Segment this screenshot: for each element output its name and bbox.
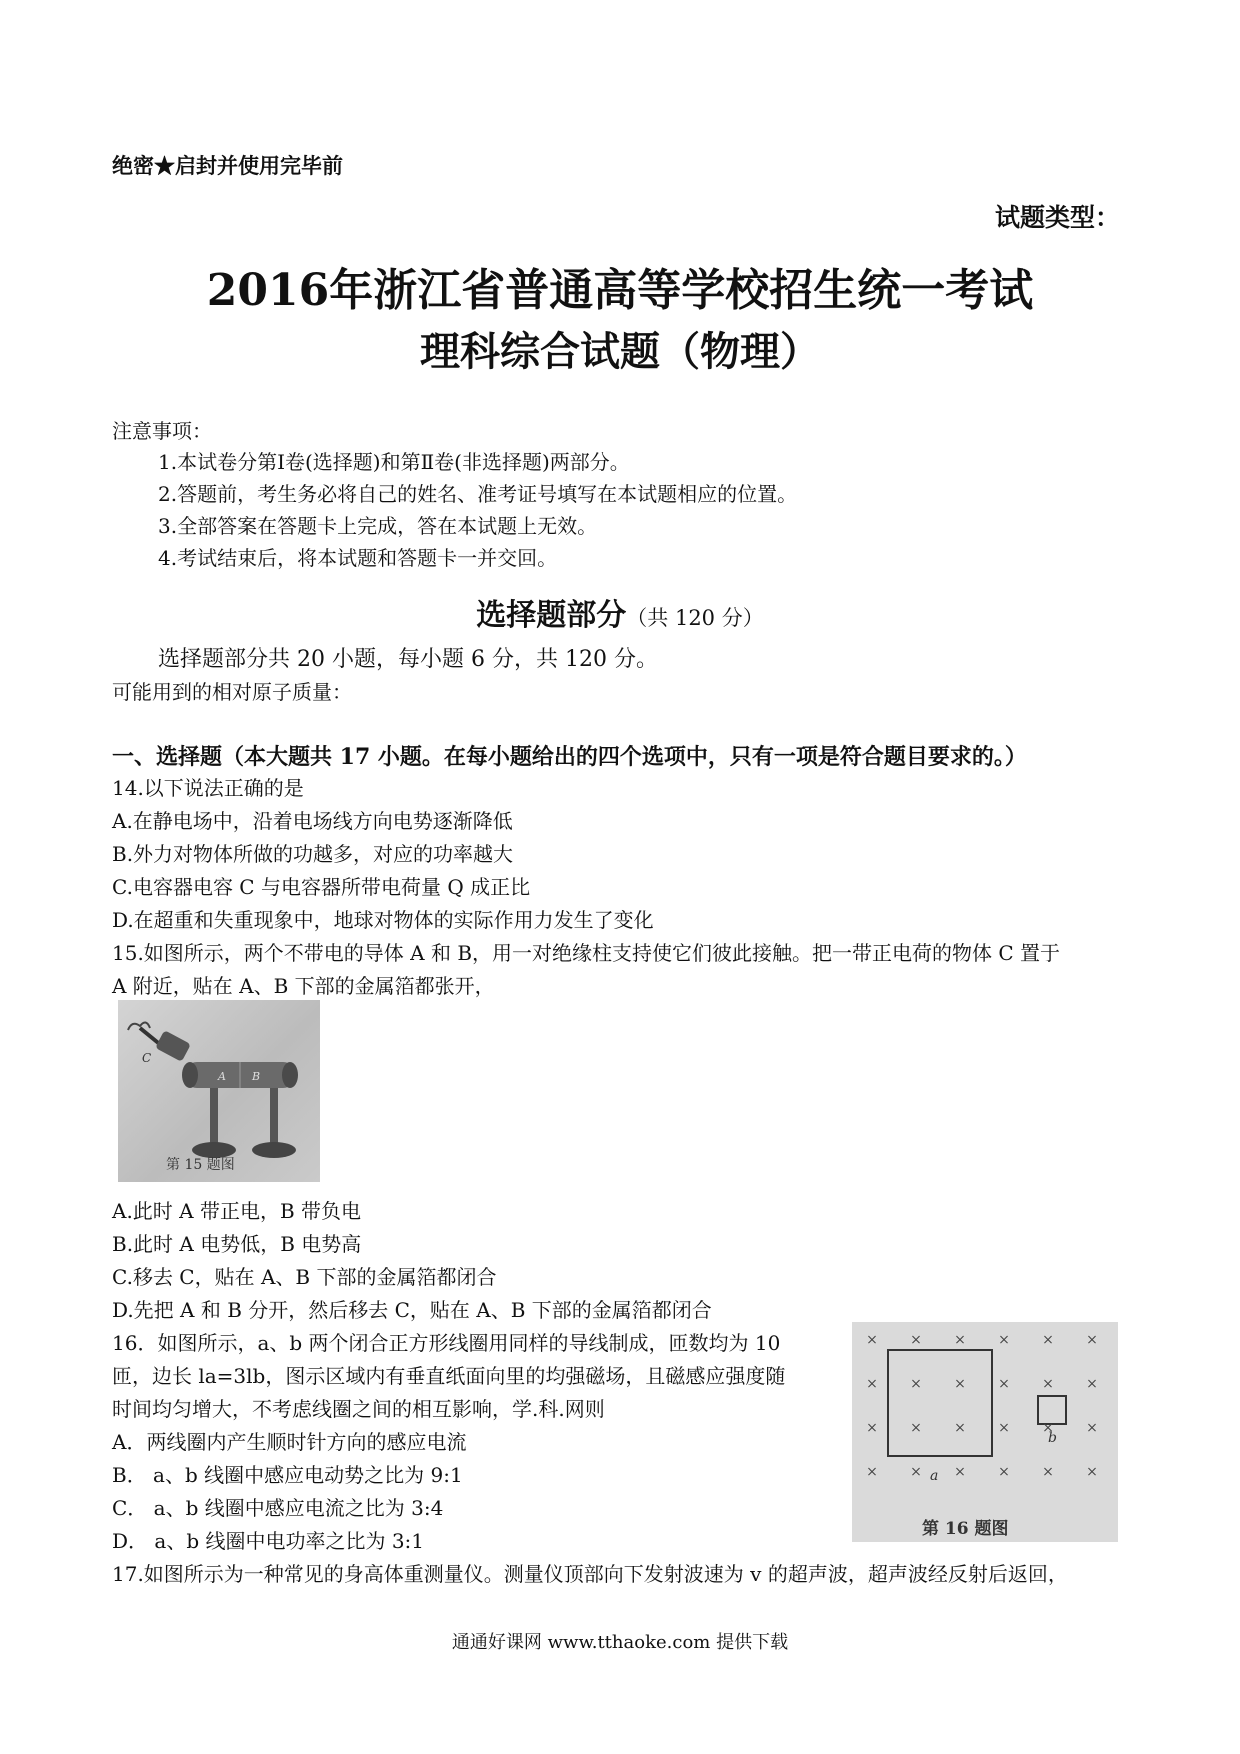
q16-figure: [852, 1322, 1118, 1542]
q15-stem-line1: 15.如图所示，两个不带电的导体 A 和 B，用一对绝缘柱支持使它们彼此接触。把一带正电荷的物体 C 置于: [112, 941, 1061, 965]
field-mark: ×: [1042, 1376, 1054, 1392]
q14-option-d: D.在超重和失重现象中，地球对物体的实际作用力发生了变化: [112, 908, 654, 932]
coil-a: [888, 1350, 992, 1456]
field-mark: ×: [910, 1332, 922, 1348]
field-mark: ×: [1042, 1464, 1054, 1480]
field-mark: ×: [910, 1420, 922, 1436]
field-mark: ×: [998, 1332, 1010, 1348]
q16-figure-caption: 第 16 题图: [922, 1519, 1009, 1539]
field-mark: ×: [998, 1376, 1010, 1392]
q15-option-c: C.移去 C，贴在 A、B 下部的金属箔都闭合: [112, 1265, 497, 1289]
note-item: 3.全部答案在答题卡上完成，答在本试题上无效。: [158, 514, 598, 538]
note-item: 1.本试卷分第Ⅰ卷(选择题)和第Ⅱ卷(非选择题)两部分。: [158, 450, 630, 474]
q14-stem: 14.以下说法正确的是: [112, 776, 304, 800]
page-footer: 通通好课网 www.tthaoke.com 提供下载: [451, 1632, 789, 1653]
q15-option-a: A.此时 A 带正电，B 带负电: [112, 1199, 362, 1223]
confidential-label: 绝密★启封并使用完毕前: [112, 153, 343, 178]
field-marks: [866, 1332, 1098, 1480]
note-item: 4.考试结束后，将本试题和答题卡一并交回。: [158, 546, 558, 570]
field-mark: ×: [1042, 1420, 1054, 1436]
q17-stem-line1: 17.如图所示为一种常见的身高体重测量仪。测量仪顶部向下发射波速为 v 的超声波，超声波经反射后返回，: [112, 1562, 1068, 1586]
q16-option-a: A．两线圈内产生顺时针方向的感应电流: [112, 1430, 467, 1454]
q15-option-d: D.先把 A 和 B 分开，然后移去 C，贴在 A、B 下部的金属箔都闭合: [112, 1298, 712, 1322]
q16-option-c: C． a、b 线圈中感应电流之比为 3:4: [112, 1496, 444, 1520]
field-mark: ×: [1086, 1332, 1098, 1348]
q14-option-a: A.在静电场中，沿着电场线方向电势逐渐降低: [112, 809, 513, 833]
section-title-main: 选择题部分: [476, 598, 627, 633]
q15-stem-line2: A 附近，贴在 A、B 下部的金属箔都张开，: [112, 974, 495, 998]
part1-heading: 一、选择题（本大题共 17 小题。在每小题给出的四个选项中，只有一项是符合题目要求的。）: [112, 744, 1027, 770]
question-type-label: 试题类型：: [994, 203, 1120, 232]
field-mark: ×: [954, 1420, 966, 1436]
q16-stem-line2: 匝，边长 la=3lb，图示区域内有垂直纸面向里的均强磁场，且磁感应强度随: [112, 1364, 786, 1388]
q16-option-b: B． a、b 线圈中感应电动势之比为 9:1: [112, 1463, 463, 1487]
field-mark: ×: [954, 1332, 966, 1348]
magnetic-field-coils-diagram: [852, 1322, 1118, 1512]
coil-a-label: a: [930, 1468, 939, 1484]
section-title-score: （共 120 分）: [626, 606, 764, 630]
q15-label-c: C: [142, 1051, 152, 1065]
field-mark: ×: [998, 1464, 1010, 1480]
section-description: 选择题部分共 20 小题，每小题 6 分，共 120 分。: [158, 647, 658, 672]
atomic-mass-note: 可能用到的相对原子质量：: [112, 680, 352, 704]
field-mark: ×: [866, 1332, 878, 1348]
field-mark: ×: [998, 1420, 1010, 1436]
field-mark: ×: [1086, 1420, 1098, 1436]
q16-stem-line1: 16．如图所示，a、b 两个闭合正方形线圈用同样的导线制成，匝数均为 10: [112, 1331, 781, 1355]
field-mark: ×: [910, 1376, 922, 1392]
q14-option-c: C.电容器电容 C 与电容器所带电荷量 Q 成正比: [112, 875, 531, 899]
q15-label-a: A: [218, 1070, 226, 1083]
q15-figure-caption: 第 15 题图: [166, 1157, 235, 1173]
q16-stem-line3: 时间均匀增大，不考虑线圈之间的相互影响，学.科.网则: [112, 1397, 605, 1421]
q15-figure: [118, 1000, 320, 1182]
field-mark: ×: [954, 1376, 966, 1392]
q15-option-b: B.此时 A 电势低，B 电势高: [112, 1232, 362, 1256]
q15-label-b: B: [252, 1070, 261, 1083]
field-mark: ×: [866, 1464, 878, 1480]
q16-option-d: D． a、b 线圈中电功率之比为 3:1: [112, 1529, 425, 1553]
field-mark: ×: [954, 1464, 966, 1480]
field-mark: ×: [1086, 1464, 1098, 1480]
field-mark: ×: [866, 1376, 878, 1392]
section-title: [0, 590, 1240, 634]
field-mark: ×: [866, 1420, 878, 1436]
exam-subtitle: 理科综合试题（物理）: [420, 328, 820, 375]
q14-option-b: B.外力对物体所做的功越多，对应的功率越大: [112, 842, 514, 866]
coil-b-label: b: [1048, 1430, 1057, 1446]
exam-title: 2016年浙江省普通高等学校招生统一考试: [206, 265, 1034, 316]
notes-heading: 注意事项：: [112, 419, 212, 443]
field-mark: ×: [910, 1464, 922, 1480]
field-mark: ×: [1086, 1376, 1098, 1392]
field-mark: ×: [1042, 1332, 1054, 1348]
note-item: 2.答题前，考生务必将自己的姓名、准考证号填写在本试题相应的位置。: [158, 482, 798, 506]
